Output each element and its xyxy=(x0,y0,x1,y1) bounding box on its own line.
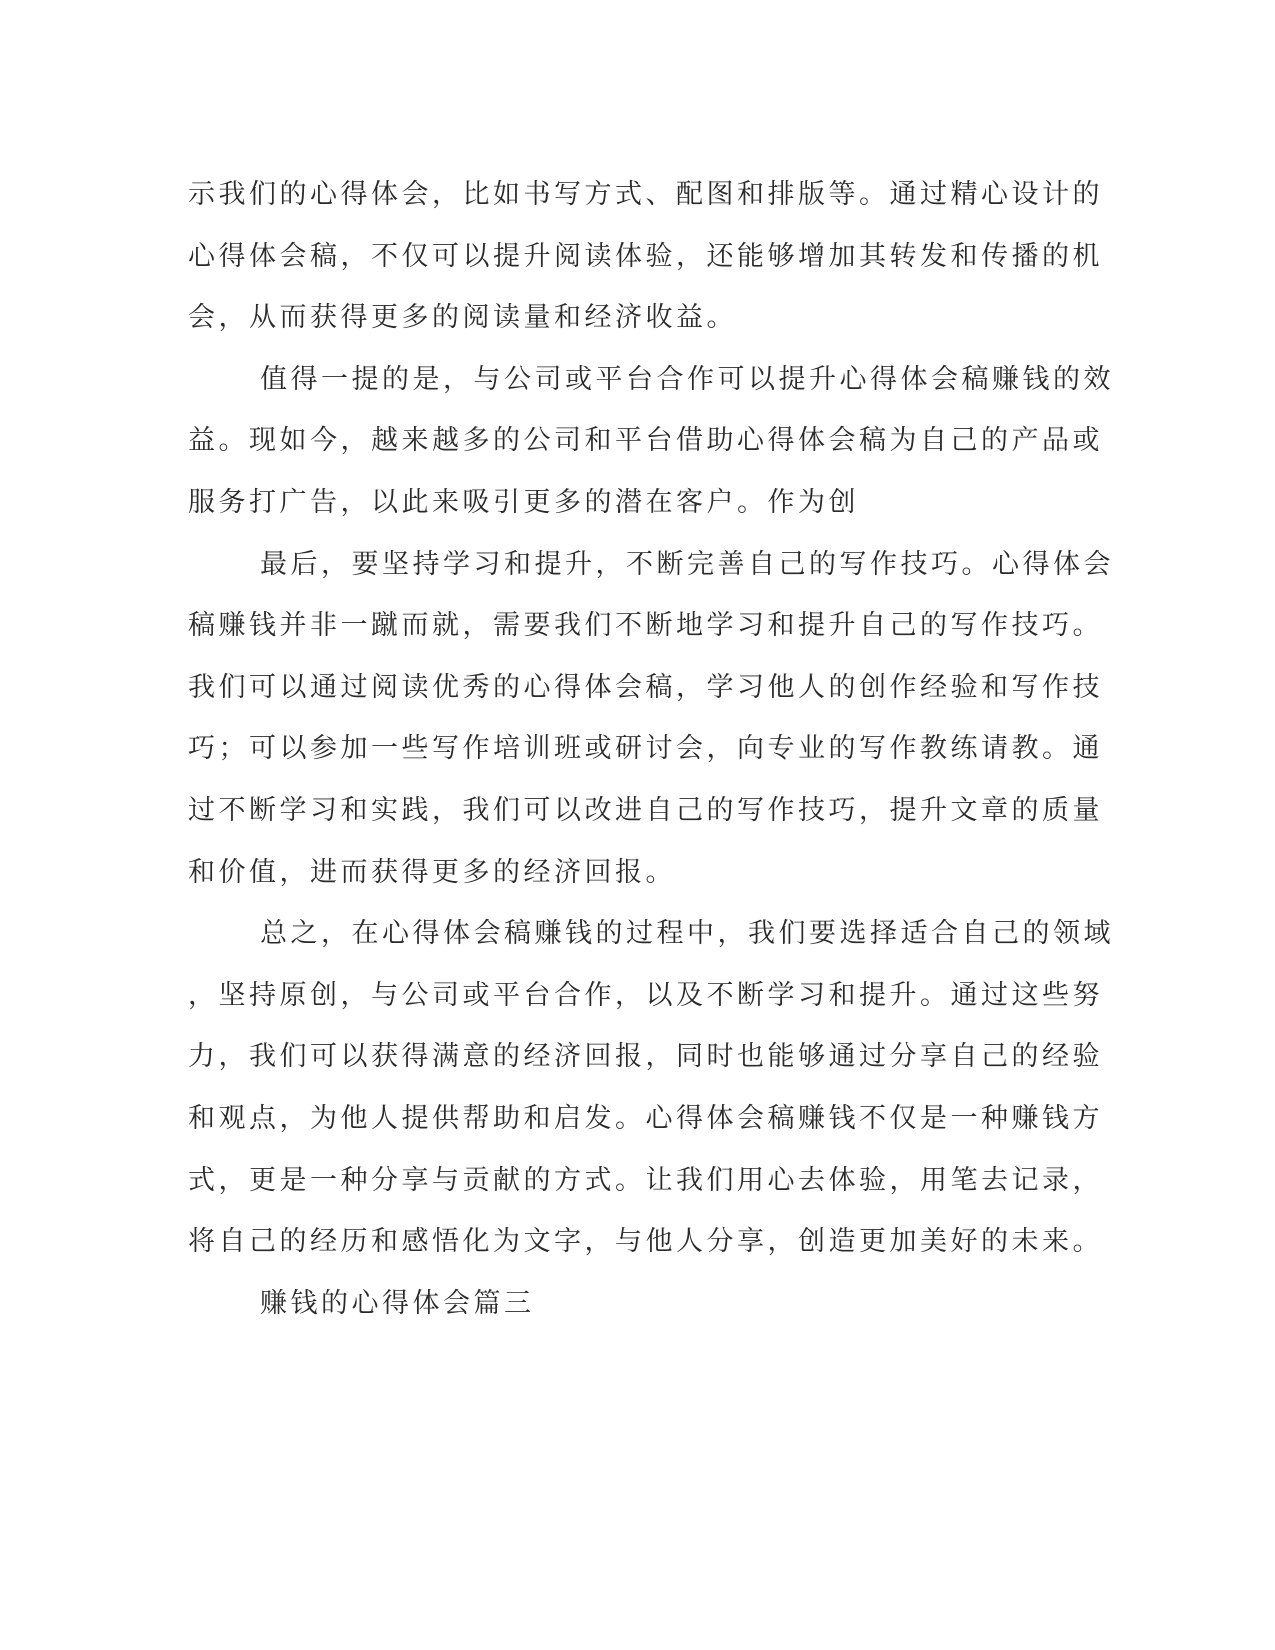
paragraph xyxy=(188,164,1103,349)
text-line: 示我们的心得体会，比如书写方式、配图和排版等。通过精心设计的 xyxy=(188,179,1103,210)
text-line: 心得体会稿，不仅可以提升阅读体验，还能够增加其转发和传播的机 xyxy=(188,240,1103,272)
paragraph xyxy=(188,349,1114,534)
text-line: 总之，在心得体会稿赚钱的过程中，我们要选择适合自己的领域 xyxy=(260,918,1114,950)
text-line: 会，从而获得更多的阅读量和经济收益。 xyxy=(188,302,737,334)
text-line: 巧；可以参加一些写作培训班或研讨会，向专业的写作教练请教。通 xyxy=(188,733,1103,765)
text-line: 式，更是一种分享与贡献的方式。让我们用心去体验，用笔去记录， xyxy=(188,1164,1103,1196)
paragraph xyxy=(188,534,1114,904)
paragraph xyxy=(188,903,1114,1273)
section-heading xyxy=(188,1273,1088,1335)
text-line: 力，我们可以获得满意的经济回报，同时也能够通过分享自己的经验 xyxy=(188,1041,1103,1073)
text-line: 值得一提的是，与公司或平台合作可以提升心得体会稿赚钱的效 xyxy=(260,363,1114,395)
text-line: 我们可以通过阅读优秀的心得体会稿，学习他人的创作经验和写作技 xyxy=(188,671,1103,703)
text-line: 和价值，进而获得更多的经济回报。 xyxy=(188,856,676,888)
text-line: ，坚持原创，与公司或平台合作，以及不断学习和提升。通过这些努 xyxy=(188,979,1103,1011)
text-line: 最后，要坚持学习和提升，不断完善自己的写作技巧。心得体会 xyxy=(260,548,1114,580)
text-line: 和观点，为他人提供帮助和启发。心得体会稿赚钱不仅是一种赚钱方 xyxy=(188,1102,1103,1134)
document-body xyxy=(188,164,1114,1334)
text-line: 服务打广告，以此来吸引更多的潜在客户。作为创 xyxy=(188,486,859,518)
text-line: 稿赚钱并非一蹴而就，需要我们不断地学习和提升自己的写作技巧。 xyxy=(188,610,1103,642)
text-line: 过不断学习和实践，我们可以改进自己的写作技巧，提升文章的质量 xyxy=(188,794,1103,826)
text-line: 益。现如今，越来越多的公司和平台借助心得体会稿为自己的产品或 xyxy=(188,425,1103,457)
text-line: 将自己的经历和感悟化为文字，与他人分享，创造更加美好的未来。 xyxy=(188,1226,1103,1258)
section-heading-text: 赚钱的心得体会篇三 xyxy=(260,1287,535,1319)
